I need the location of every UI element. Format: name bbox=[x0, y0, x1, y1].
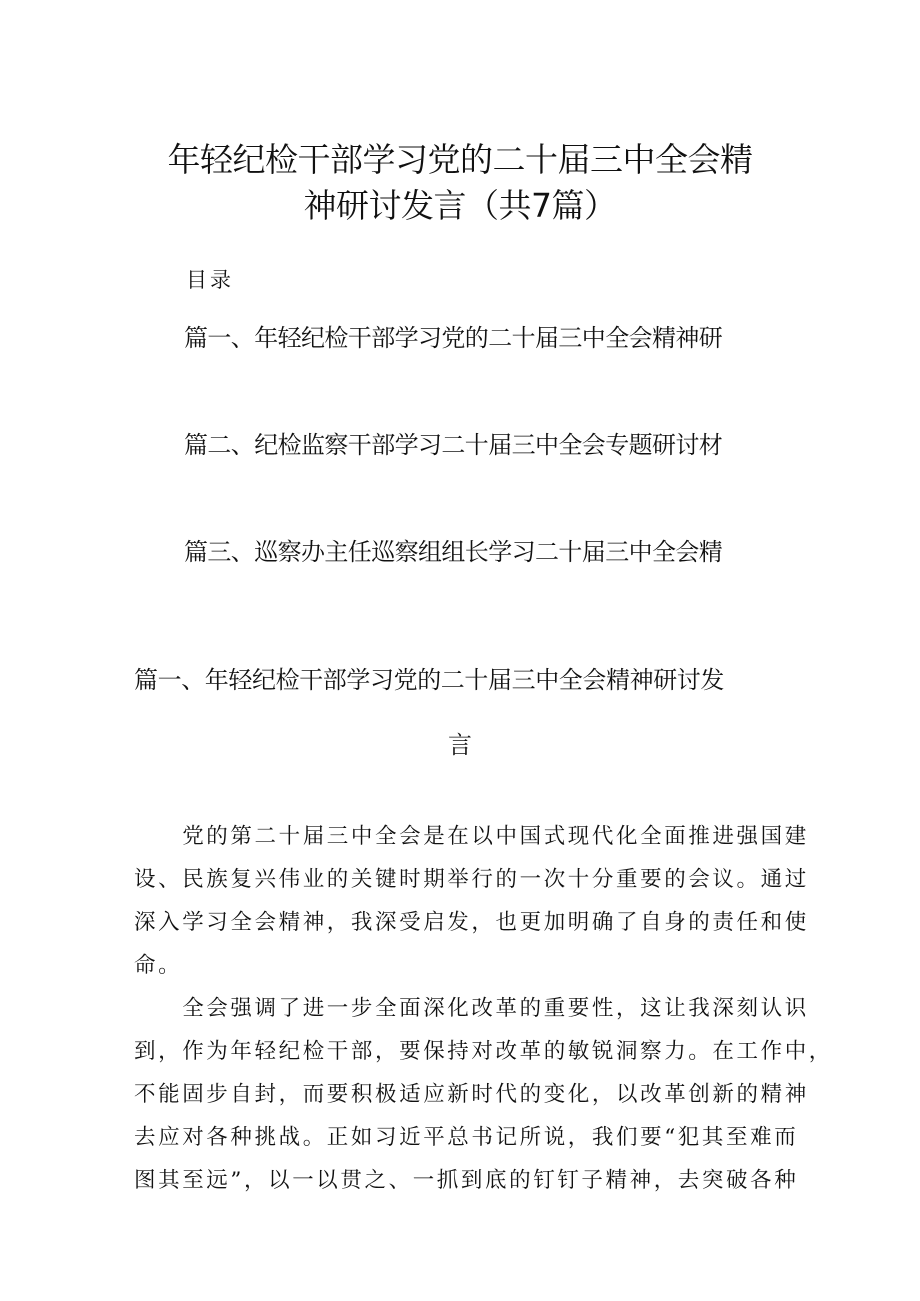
paragraph-line: 深入学习全会精神，我深受启发，也更加明确了自身的责任和使 bbox=[134, 910, 809, 935]
toc-item: 篇二、纪检监察干部学习二十届三中全会专题研讨材 bbox=[184, 431, 723, 459]
paragraph-line: 党的第二十届三中全会是在以中国式现代化全面推进强国建 bbox=[134, 824, 809, 849]
document-title-line-2: 神研讨发言（共7篇） bbox=[303, 186, 617, 225]
section-title-line-1: 篇一、年轻纪检干部学习党的二十届三中全会精神研讨发 bbox=[134, 666, 724, 694]
document-title-line-1: 年轻纪检干部学习党的二十届三中全会精 bbox=[167, 140, 753, 179]
body-paragraph bbox=[134, 815, 809, 987]
paragraph-line: 命。 bbox=[134, 953, 183, 978]
paragraph-line: 全会强调了进一步全面深化改革的重要性，这让我深刻认识 bbox=[134, 996, 809, 1021]
paragraph-line: 设、民族复兴伟业的关键时期举行的一次十分重要的会议。通过 bbox=[134, 867, 809, 892]
paragraph-line: 不能固步自封，而要积极适应新时代的变化，以改革创新的精神 bbox=[134, 1082, 809, 1107]
toc-item: 篇三、巡察办主任巡察组组长学习二十届三中全会精 bbox=[184, 538, 723, 566]
toc-item: 篇一、年轻纪检干部学习党的二十届三中全会精神研 bbox=[184, 324, 723, 352]
body-paragraph bbox=[134, 987, 833, 1202]
paragraph-line: 图其至远”，以一以贯之、一抓到底的钉钉子精神，去突破各种 bbox=[134, 1168, 799, 1193]
toc-heading: 目录 bbox=[186, 268, 234, 292]
paragraph-line: 到，作为年轻纪检干部，要保持对改革的敏锐洞察力。在工作中， bbox=[134, 1039, 833, 1064]
paragraph-line: 去应对各种挑战。正如习近平总书记所说，我们要“犯其至难而 bbox=[134, 1125, 799, 1150]
section-title-line-2: 言 bbox=[448, 731, 472, 759]
